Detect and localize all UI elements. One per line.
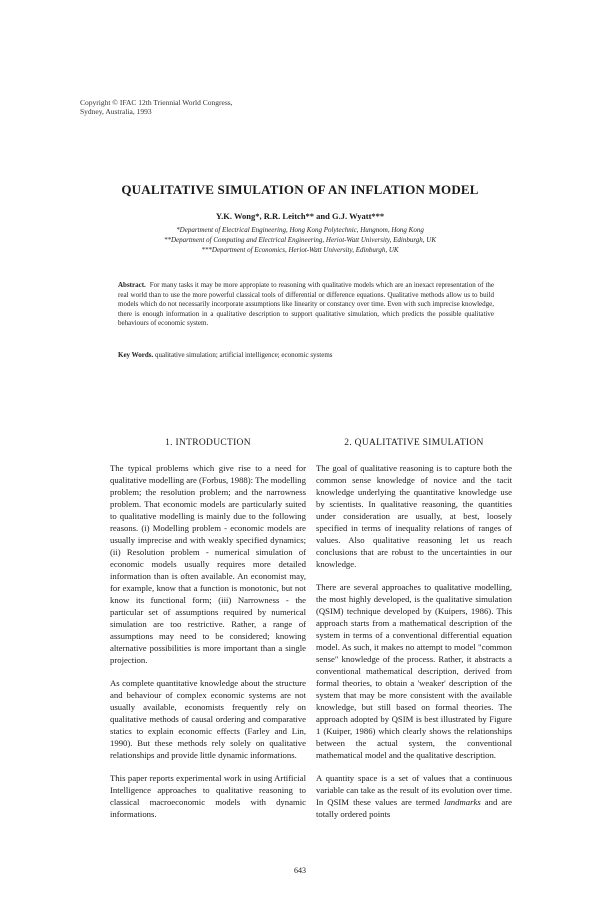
keywords-block xyxy=(118,351,498,360)
abstract-text: For many tasks it may be more appropiate to reasoning with qualitative models which are an inexact representation of the real world than to use the more powerful classical tools of differential or difference equations. Qualitative methods allow us to build models which do not necessarily incorporate assumptions like linearity or constancy over time. Even with such imprecise knowledge, there is enough information in a qualitative description to support qualitative simulation, which predicts the possible qualitative behaviours of economic system. xyxy=(118,281,495,328)
body-paragraph: There are several approaches to qualitative modelling, the most highly developed, is the qualitative simulation (QSIM) technique developed by (Kuipers, 1986). This approach starts from a mathematical description of the system in terms of a conventional differential equation model. As such, it makes no attempt to model "common sense" knowledge of the process. Rather, it abstracts a conventional mathematical description, derived from formal theories, to obtain a 'weaker' description of the system that may be more consistent with the available knowledge, but still based on formal theories. The approach adopted by QSIM is best illustrated by Figure 1 (Kuiper, 1986) which clearly shows the relationships between the actual system, the conventional mathematical model and the qualitative description. xyxy=(316,582,512,760)
text-run: A quantity space is a set of values that a continuous variable can take as the result of its evolution over time. In QSIM these values are termed xyxy=(316,773,512,807)
affiliation-line: ***Department of Economics, Heriot-Watt University, Edinburgh, UK xyxy=(201,246,399,254)
section-heading-qualitative-simulation: 2. QUALITATIVE SIMULATION xyxy=(344,438,484,448)
author-list: Y.K. Wong*, R.R. Leitch** and G.J. Wyatt*** xyxy=(215,211,385,221)
keywords-text: qualitative simulation; artificial intelligence; economic systems xyxy=(155,351,333,359)
affiliation-line: *Department of Electrical Engineering, Hong Kong Polytechnic, Hungnom, Hong Kong xyxy=(176,226,424,234)
abstract-block xyxy=(118,281,494,329)
section-heading-introduction: 1. INTRODUCTION xyxy=(165,438,251,448)
left-column xyxy=(110,462,306,831)
body-paragraph: As complete quantitative knowledge about the structure and behaviour of complex economic systems are not usually available, economists frequently rely on qualitative methods of causal ordering and comparative statics to explain economic effects (Farley and Lin, 1990). But these methods rely solely on qualitative relationships and provide little dynamic informations. xyxy=(110,678,306,760)
copyright-line: Sydney, Australia, 1993 xyxy=(80,107,152,116)
body-paragraph: This paper reports experimental work in using Artificial Intelligence approaches to qualitative reasoning to classical macroeconomic models with dynamic informations. xyxy=(110,773,306,819)
body-paragraph xyxy=(316,772,512,820)
text-run: and are totally ordered points xyxy=(316,797,512,819)
copyright-notice xyxy=(80,98,340,116)
abstract-label: Abstract. xyxy=(118,281,146,289)
keywords-label: Key Words. xyxy=(118,351,154,359)
body-paragraph: The goal of qualitative reasoning is to capture both the common sense knowledge of novice and the tacit knowledge underlying the quantitative knowledge use by scientists. In qualitative reasoning, the quantities under consideration are usually, at best, loosely specified in terms of inequality relations of ranges of values. Also qualitative reasoning let us reach conclusions that are robust to the uncertainties in our knowledge. xyxy=(316,463,512,569)
copyright-line: Copyright © IFAC 12th Triennial World Congress, xyxy=(80,98,233,107)
affiliation-list xyxy=(0,225,600,255)
body-paragraph: The typical problems which give rise to a need for qualitative modelling are (Forbus, 1988): The modelling problem; the resolution problem; and the narrowness problem. That economic models are particularly suited to qualitative modelling is mainly due to the following reasons. (i) Modelling problem - economic models are usually imprecise and with weakly specified dynamics; (ii) Resolution problem - numerical simulation of economic models usually requires more detailed information than is often available. An economist may, for example, know that a function is monotonic, but not know its functional form; (iii) Narrowness - the particular set of assumptions required by numerical simulation are too restrictive. Rather, a range of assumptions may need to be considered; knowing alternative possibilities is more important than a single projection. xyxy=(110,463,306,665)
paper-title: QUALITATIVE SIMULATION OF AN INFLATION MODEL xyxy=(121,182,479,197)
page-number: 643 xyxy=(294,866,306,875)
italic-term: landmarks xyxy=(444,797,481,807)
affiliation-line: **Department of Computing and Electrical Engineering, Heriot-Watt University, Edinburgh, UK xyxy=(163,236,437,244)
right-column xyxy=(316,462,512,831)
